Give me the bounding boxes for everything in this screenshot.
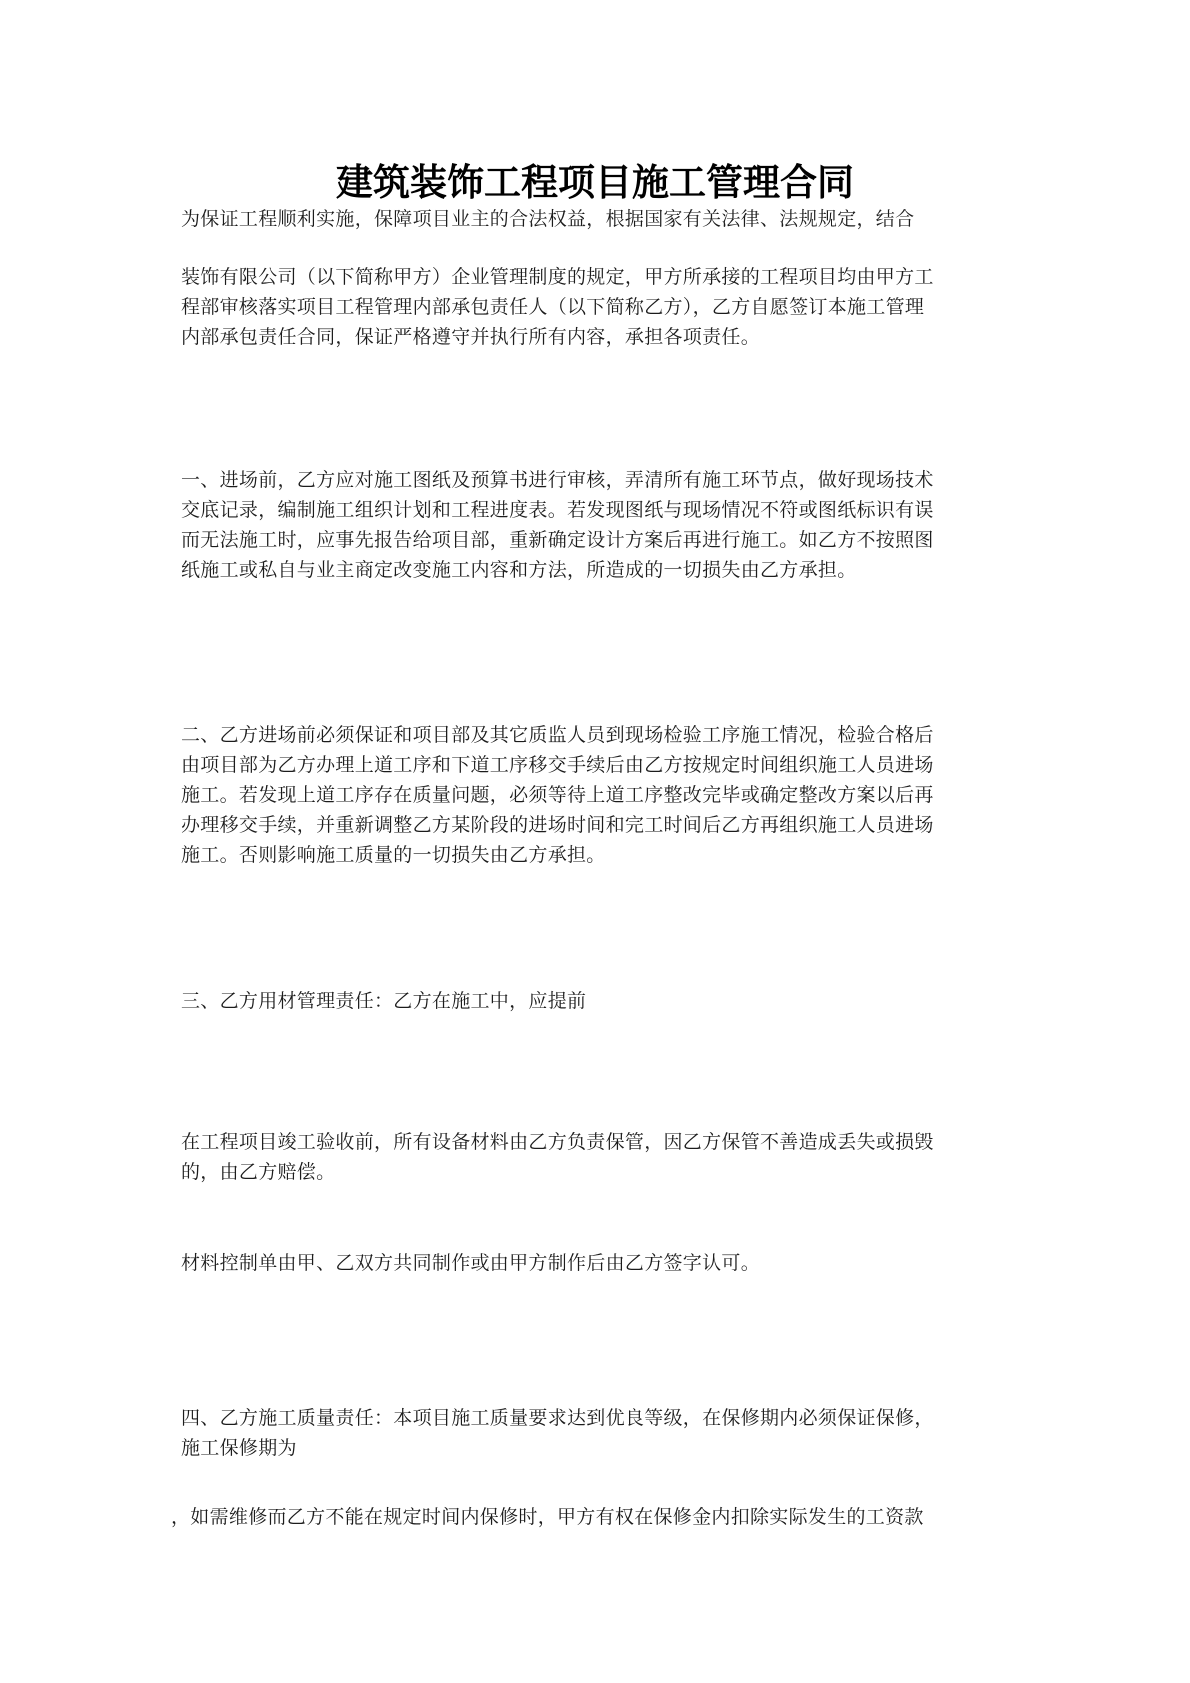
- section-1-line: 纸施工或私自与业主商定改变施工内容和方法，所造成的一切损失由乙方承担。: [181, 559, 857, 581]
- preamble-line: 装饰有限公司（以下简称甲方）企业管理制度的规定，甲方所承接的工程项目均由甲方工: [181, 266, 934, 288]
- section-3-heading: 三、乙方用材管理责任：乙方在施工中，应提前: [181, 990, 587, 1012]
- preamble-line: 程部审核落实项目工程管理内部承包责任人（以下简称乙方），乙方自愿签订本施工管理: [181, 296, 925, 318]
- section-2-line: 施工。若发现上道工序存在质量问题，必须等待上道工序整改完毕或确定整改方案以后再: [181, 784, 934, 806]
- preamble-line: 内部承包责任合同，保证严格遵守并执行所有内容，承担各项责任。: [181, 326, 761, 348]
- document-title: 建筑装饰工程项目施工管理合同: [336, 160, 854, 204]
- section-1-line: 交底记录，编制施工组织计划和工程进度表。若发现图纸与现场情况不符或图纸标识有误: [181, 499, 934, 521]
- section-4-continuation: ，如需维修而乙方不能在规定时间内保修时，甲方有权在保修金内扣除实际发生的工资款: [171, 1506, 924, 1528]
- section-2-line: 施工。否则影响施工质量的一切损失由乙方承担。: [181, 844, 606, 866]
- section-2-line: 二、乙方进场前必须保证和项目部及其它质监人员到现场检验工序施工情况，检验合格后: [181, 724, 934, 746]
- section-3-line: 的，由乙方赔偿。: [181, 1161, 336, 1183]
- section-1-line: 而无法施工时，应事先报告给项目部，重新确定设计方案后再进行施工。如乙方不按照图: [181, 529, 934, 551]
- section-2-line: 办理移交手续，并重新调整乙方某阶段的进场时间和完工时间后乙方再组织施工人员进场: [181, 814, 934, 836]
- section-4-line: 四、乙方施工质量责任：本项目施工质量要求达到优良等级，在保修期内必须保证保修，: [181, 1407, 934, 1429]
- section-1-line: 一、进场前，乙方应对施工图纸及预算书进行审核，弄清所有施工环节点，做好现场技术: [181, 469, 934, 491]
- intro-line: 为保证工程顺利实施，保障项目业主的合法权益，根据国家有关法律、法规规定，结合: [181, 208, 915, 230]
- section-4-line: 施工保修期为: [181, 1437, 297, 1459]
- section-3-line: 在工程项目竣工验收前，所有设备材料由乙方负责保管，因乙方保管不善造成丢失或损毁: [181, 1131, 934, 1153]
- section-2-line: 由项目部为乙方办理上道工序和下道工序移交手续后由乙方按规定时间组织施工人员进场: [181, 754, 934, 776]
- section-3-paragraph-2: 材料控制单由甲、乙双方共同制作或由甲方制作后由乙方签字认可。: [181, 1252, 761, 1274]
